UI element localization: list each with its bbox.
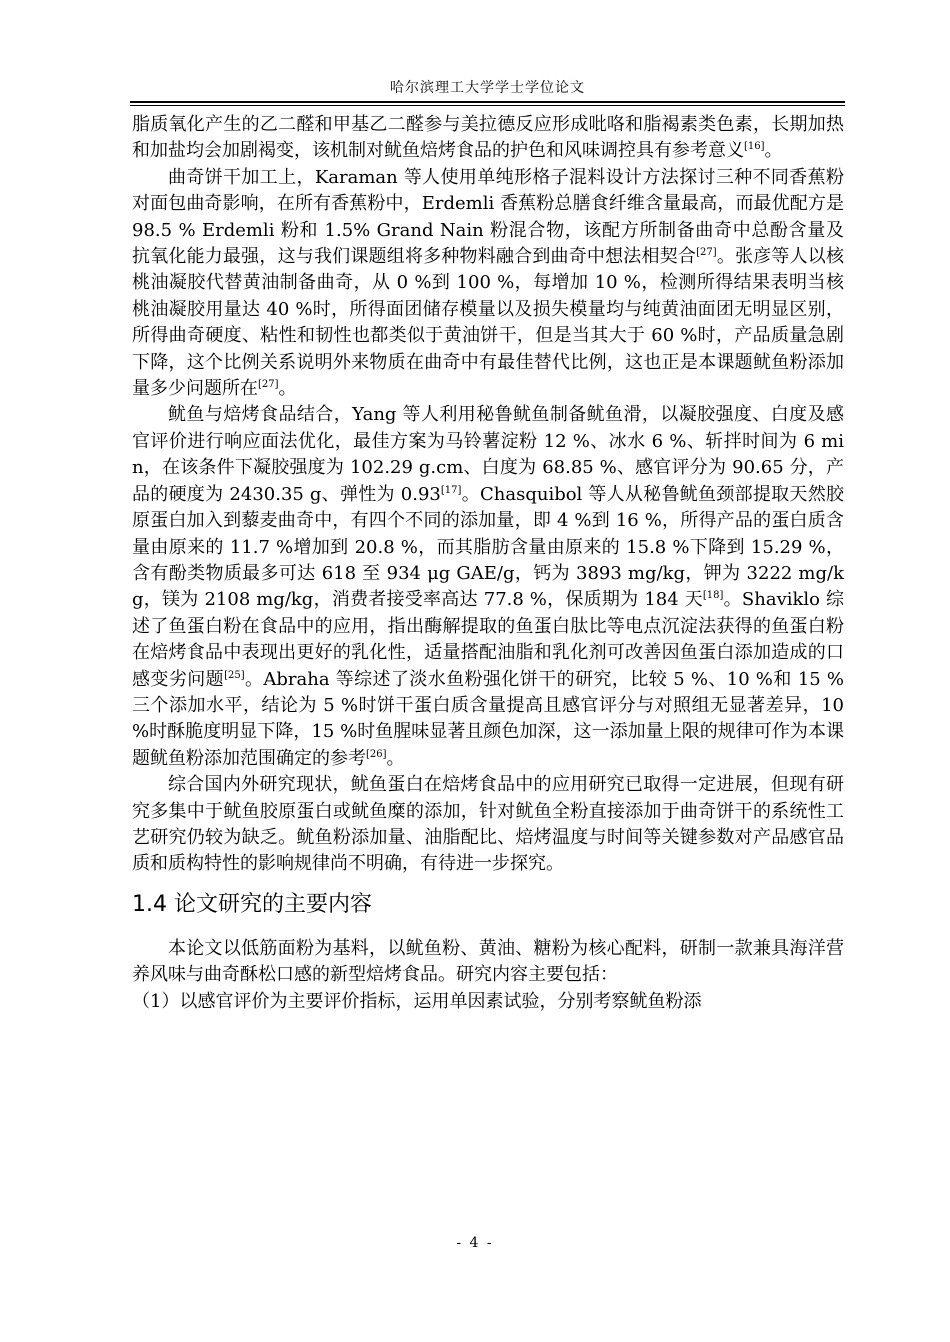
page-number: - 4 - xyxy=(456,1235,494,1251)
citation-ref: [16] xyxy=(744,141,765,153)
citation-ref: [18] xyxy=(702,590,724,602)
page-header: 哈尔滨理工大学学士学位论文 xyxy=(390,80,585,96)
citation-ref: [27] xyxy=(258,379,279,391)
text-run: 。Chasquibol 等人从秘鲁鱿鱼颈部提取天然胶原蛋白加入到藜麦曲奇中，有四个不同的添加量，即 4 %到 16 %，所得产品的蛋白质含量由原来的 11.7 %增加到 20.8 %，而其脂肪含量由原来的 15.8 %下降到 15.29 %，含有酚类物质最多可达 618 至 934 μg GAE/g，钙为 3893 mg/kg，钾为 3222 mg/kg，镁为 2108 mg/kg，消费者接受率高达 77.8 %，保质期为 184 天 xyxy=(132,483,844,611)
text-run: 脂质氧化产生的乙二醛和甲基乙二醛参与美拉德反应形成吡咯和脂褐素类色素，长期加热和加盐均会加剧褐变，该机制对鱿鱼焙烤食品的护色和风味调控具有参考意义 xyxy=(132,114,844,162)
citation-ref: [17] xyxy=(440,484,462,496)
paragraph-2 xyxy=(132,165,844,403)
text-run: 鱿鱼与焙烤食品结合，Yang 等人利用秘鲁鱿鱼制备鱿鱼滑，以凝胶强度、白度及感官评价进行响应面法优化，最佳方案为马铃薯淀粉 12 %、冰水 6 %、斩拌时间为 6 min，在该条件下凝胶强度为 102.29 g.cm、白度为 68.85 %、感官评分为 90.65 分，产品的硬度为 2430.35 g、弹性为 0.93 xyxy=(132,404,844,505)
text-run: 。Abraha 等综述了淡水鱼粉强化饼干的研究，比较 5 %、10 %和 15 %三个添加水平，结论为 5 %时饼干蛋白质含量提高且感官评分与对照组无显著差异，10 %时酥脆度明显下降，15 %时鱼腥味显著且颜色加深，这一添加量上限的规律可作为本课题鱿鱼粉添加范围确定的参考 xyxy=(132,668,844,769)
paragraph-1 xyxy=(132,112,844,165)
citation-ref: [26] xyxy=(366,748,387,760)
text-run: 。 xyxy=(386,747,405,769)
citation-ref: [25] xyxy=(224,669,245,681)
paragraph-4 xyxy=(132,772,844,878)
section-heading: 1.4 论文研究的主要内容 xyxy=(132,891,372,917)
paragraph-3 xyxy=(132,402,844,772)
text-run: 。Shaviklo 综述了鱼蛋白粉在食品中的应用，指出酶解提取的鱼蛋白肽比等电点沉淀法获得的鱼蛋白粉在焙烤食品中表现出更好的乳化性，适量搭配油脂和乳化剂可改善因鱼蛋白添加造成的口感变劣问题 xyxy=(132,589,844,690)
text-run: 。 xyxy=(764,140,783,162)
text-run: 综合国内外研究现状，鱿鱼蛋白在焙烤食品中的应用研究已取得一定进展，但现有研究多集中于鱿鱼胶原蛋白或鱿鱼糜的添加，针对鱿鱼全粉直接添加于曲奇饼干的系统性工艺研究仍较为缺乏。鱿鱼粉添加量、油脂配比、焙烤温度与时间等关键参数对产品感官品质和质构特性的影响规律尚不明确，有待进一步探究。 xyxy=(132,774,844,875)
header-rule-thin xyxy=(130,105,845,106)
body-text xyxy=(132,112,844,1015)
text-run: 。张彦等人以核桃油凝胶代替黄油制备曲奇，从 0 %到 100 %，每增加 10 %，检测所得结果表明当核桃油凝胶用量达 40 %时，所得面团储存模量以及损失模量均与纯黄油面团无明显区别，所得曲奇硬度、粘性和韧性也都类似于黄油饼干，但是当其大于 60 %时，产品质量急剧下降，这个比例关系说明外来物质在曲奇中有最佳替代比例，这也正是本课题鱿鱼粉添加量多少问题所在 xyxy=(132,246,845,400)
research-item-1: （1）以感官评价为主要评价指标，运用单因素试验，分别考察鱿鱼粉添 xyxy=(132,990,702,1012)
text-run: 曲奇饼干加工上，Karaman 等人使用单纯形格子混料设计方法探讨三种不同香蕉粉对面包曲奇影响，在所有香蕉粉中，Erdemli 香蕉粉总膳食纤维含量最高，而最优配方是 98.5 % Erdemli 粉和 1.5% Grand Nain 粉混合物，该配方所制备曲奇中总酚含量及抗氧化能力最强，这与我们课题组将多种物料融合到曲奇中想法相契合 xyxy=(132,166,844,268)
section-intro-paragraph: 本论文以低筋面粉为基料，以鱿鱼粉、黄油、糖粉为核心配料，研制一款兼具海洋营养风味与曲奇酥松口感的新型焙烤食品。研究内容主要包括： xyxy=(132,937,844,986)
header-rule xyxy=(130,101,845,103)
citation-ref: [27] xyxy=(696,247,717,259)
text-run: 。 xyxy=(278,378,297,400)
